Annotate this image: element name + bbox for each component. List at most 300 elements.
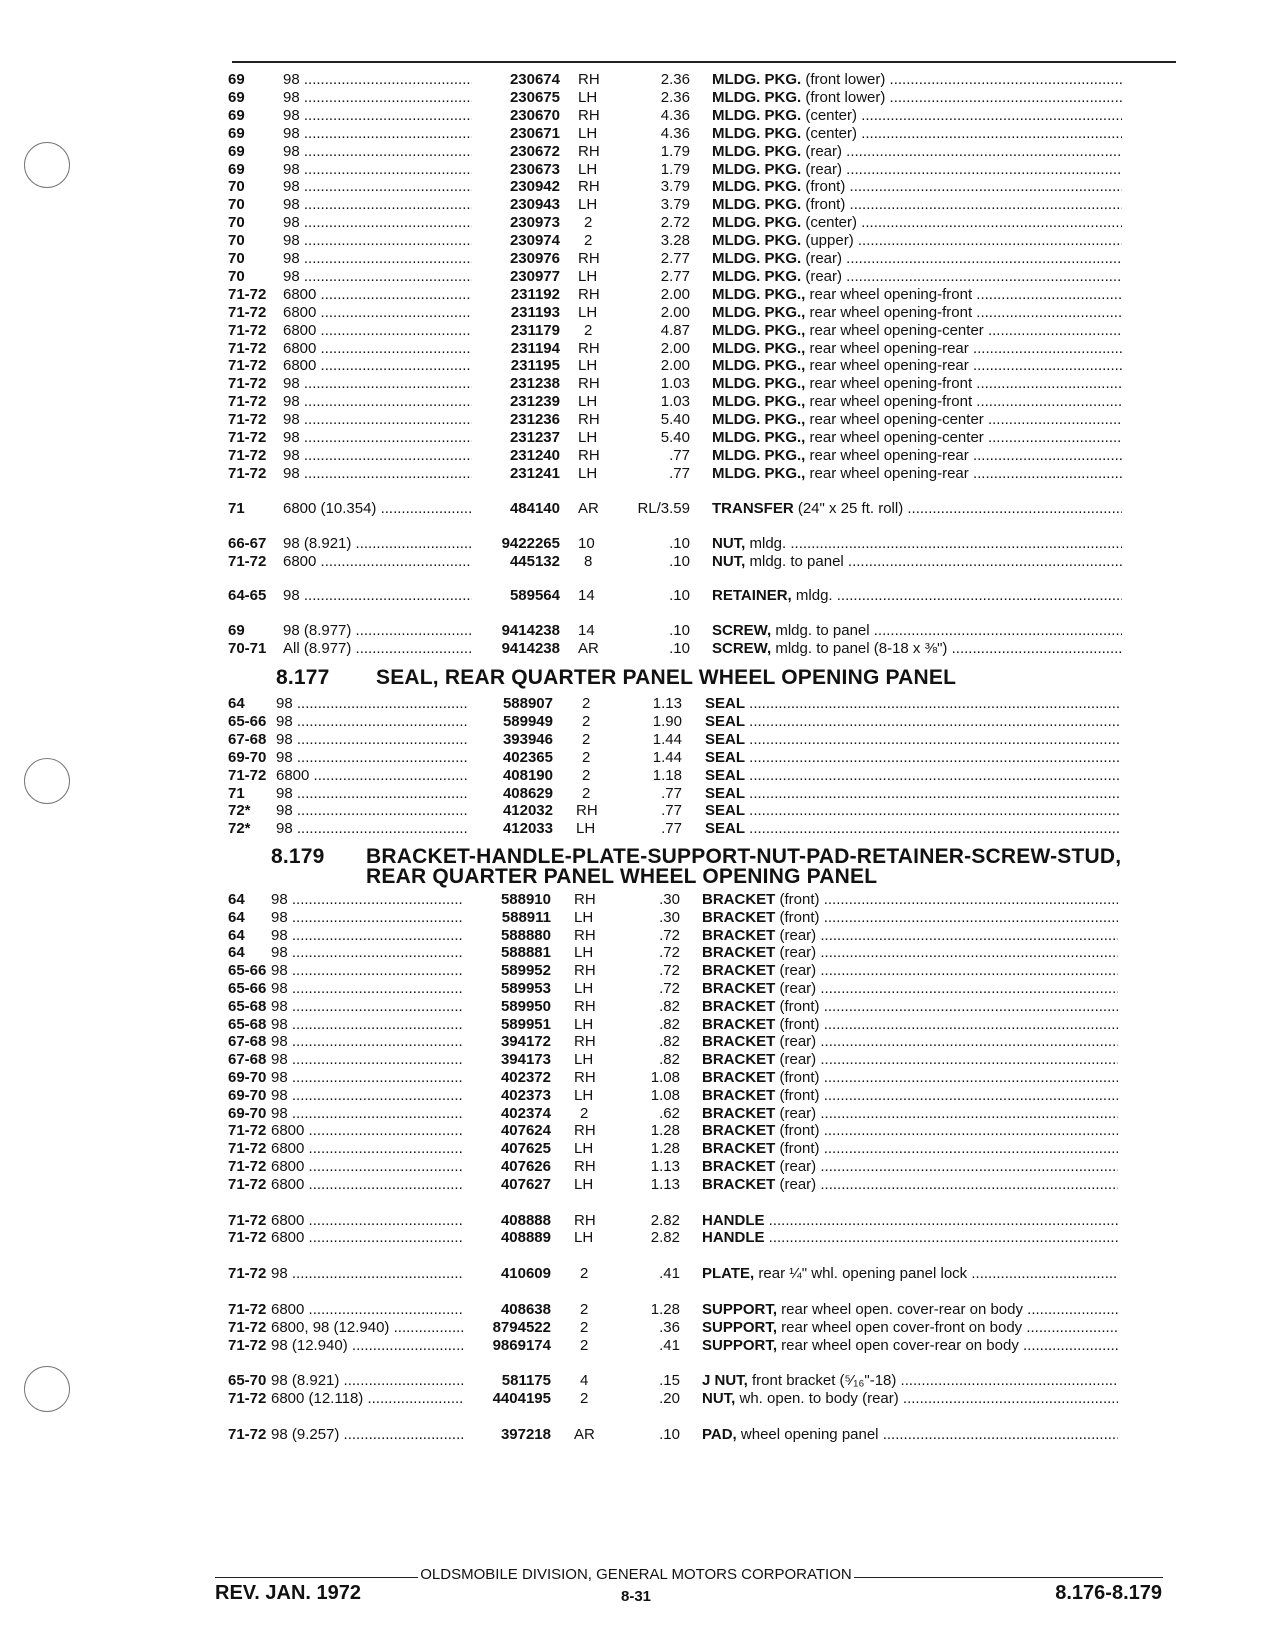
price: 2.77 [660,250,690,267]
table-row [0,819,1272,838]
description [712,374,1122,393]
model-series: 6800 ..... [283,552,472,571]
quantity: RH [576,802,598,820]
section-title-line2: REAR QUARTER PANEL WHEEL OPENING PANEL [366,865,878,888]
model-series: 98 ..... [271,961,464,980]
price: 5.40 [660,429,690,446]
model-year: 69 [228,71,245,88]
model-year: 69 [228,88,245,106]
part-number: 588910 [500,891,551,908]
part-detail: (front) [775,908,820,926]
part-number: 230974 [509,232,560,250]
part-name: MLDG. PKG. [712,267,802,285]
part-name: MLDG. PKG. [712,232,802,250]
model-series: 98 ..... [283,195,472,214]
section-title: BRACKET-HANDLE-PLATE-SUPPORT-NUT-PAD-RETAINER-SCREW-STUD, [366,845,1122,868]
part-number: 231236 [509,411,560,429]
description [702,1086,1118,1105]
model-year: 65-66 [228,712,267,730]
part-number: 230674 [509,71,560,88]
quantity: 4 [580,1372,589,1390]
part-name: MLDG. PKG. [712,196,802,214]
description [702,1032,1118,1051]
model-series: 98 ..... [283,392,472,411]
quantity: 2 [582,784,591,802]
part-name: BRACKET [702,997,776,1015]
description [712,534,1122,553]
quantity: LH [578,464,598,482]
price: .10 [669,534,690,552]
part-number: 412033 [502,820,553,838]
part-name: SEAL [705,802,746,820]
part-number: 589949 [502,712,553,730]
price: 1.18 [652,766,682,784]
part-name: MLDG. PKG. [712,142,802,160]
part-number: 407627 [500,1175,551,1193]
quantity: RH [574,1122,596,1140]
description [702,1211,1118,1230]
model-year: 71-72 [228,339,267,357]
table-row [0,70,1272,89]
part-detail: mldg. [791,587,833,605]
quantity: 2 [582,712,591,730]
table-row [0,908,1272,927]
table-row [0,694,1272,713]
table-row [0,303,1272,322]
model-year: 66-67 [228,534,267,552]
part-number: 230670 [509,106,560,124]
quantity: LH [574,908,594,926]
price: 1.03 [660,375,690,393]
model-series: 98 ..... [271,926,464,945]
model-series: 6800 ..... [271,1175,464,1194]
description [712,586,1122,605]
price: .62 [659,1104,680,1122]
model-year: 71-72 [228,1318,267,1336]
part-detail: rear wheel opening-front [805,303,973,321]
part-name: SUPPORT, [702,1318,778,1336]
part-number: 408638 [500,1301,551,1318]
part-name: SEAL [705,730,746,748]
quantity: RH [574,962,596,980]
price: 1.79 [660,160,690,178]
part-name: NUT, [712,552,746,570]
description [705,730,1120,749]
description [712,231,1122,250]
model-series: 98 ..... [276,748,468,767]
table-row [0,1425,1272,1444]
part-detail: rear wheel opening-center [805,429,984,446]
model-year: 71-72 [228,1175,267,1193]
quantity: 8 [584,552,593,570]
part-name: MLDG. PKG., [712,375,806,393]
table-row [0,231,1272,250]
model-year: 67-68 [228,1033,267,1051]
part-number: 230672 [509,142,560,160]
quantity: 2 [580,1336,589,1354]
table-row [0,1318,1272,1337]
part-name: MLDG. PKG. [712,106,802,124]
part-number: 230977 [509,267,560,285]
model-series: 98 ..... [283,124,472,143]
description [705,784,1120,803]
part-number: 589950 [500,997,551,1015]
quantity: LH [578,124,598,142]
description [705,801,1120,820]
part-name: SEAL [705,695,746,712]
part-number: 408190 [502,766,553,784]
table-row [0,890,1272,909]
quantity: LH [578,303,598,321]
part-number: 9869174 [492,1336,551,1354]
table-row [0,428,1272,447]
model-year: 69-70 [228,1069,267,1086]
quantity: LH [574,1229,594,1247]
quantity: 2 [584,321,593,339]
model-series: 98 ..... [271,997,464,1016]
quantity: 14 [578,622,595,640]
part-number: 588911 [501,908,551,926]
part-number: 589564 [509,587,560,605]
table-row [0,1015,1272,1034]
model-year: 71-72 [228,321,267,339]
table-row [0,1121,1272,1140]
model-series: 6800 ..... [283,321,472,340]
part-name: BRACKET [702,1033,776,1051]
model-year: 71-72 [228,1265,267,1283]
part-number: 402365 [502,748,553,766]
description [702,1425,1118,1444]
part-detail: (center) [801,214,858,232]
model-series: 98 ..... [271,1264,464,1283]
table-row [0,639,1272,658]
part-detail: (front lower) [801,71,886,88]
table-row [0,586,1272,605]
table-row [0,285,1272,304]
part-number: 394173 [500,1051,551,1069]
price: .77 [661,802,682,820]
description [712,464,1122,483]
part-number: 230673 [509,160,560,178]
part-name: NUT, [702,1390,736,1408]
description [712,321,1122,340]
description [702,1104,1118,1123]
price: .72 [659,962,680,980]
model-year: 69-70 [228,748,267,766]
part-name: MLDG. PKG., [712,339,806,357]
price: .72 [659,944,680,962]
description [712,70,1122,89]
table-row [0,1175,1272,1194]
description [702,1157,1118,1176]
description [705,766,1120,785]
part-detail: rear wheel opening-center [805,411,984,429]
part-detail: (24" x 25 ft. roll) [793,499,904,517]
model-year: 65-66 [228,962,267,980]
description [702,1015,1118,1034]
price: .82 [659,1051,680,1069]
part-number: 588881 [500,944,551,962]
model-year: 69-70 [228,1086,267,1104]
table-row [0,748,1272,767]
quantity: RH [578,71,600,88]
part-number: 402373 [500,1086,551,1104]
description [702,961,1118,980]
part-detail: (rear) [775,1051,817,1069]
part-detail: (front) [801,178,846,196]
description [702,1121,1118,1140]
quantity: RH [578,142,600,160]
model-series: 6800 (12.118) ..... [271,1389,464,1408]
part-name: MLDG. PKG., [712,303,806,321]
part-detail: rear wheel opening-front [805,375,973,393]
part-detail: mldg. [745,534,787,552]
quantity: 2 [580,1265,589,1283]
table-row [0,926,1272,945]
model-series: 98 ..... [283,70,472,89]
description [702,1336,1118,1355]
price: 2.82 [650,1229,680,1247]
part-detail: (rear) [775,1033,817,1051]
part-number: 231239 [509,393,560,411]
quantity: LH [574,1175,594,1193]
table-row [0,374,1272,393]
section-heading [271,845,1180,889]
model-series: 98 ..... [283,249,472,268]
part-detail: rear wheel opening-rear [805,464,969,482]
part-detail: mldg. to panel [771,622,870,640]
description [702,1050,1118,1069]
price: 1.13 [652,695,682,712]
model-series: 98 ..... [283,410,472,429]
price: 2.36 [660,88,690,106]
description [702,1300,1118,1319]
part-detail: (rear) [775,962,817,980]
model-year: 69 [228,124,245,142]
part-name: HANDLE [702,1229,765,1247]
price: 1.03 [660,393,690,411]
part-detail: (front lower) [801,88,886,106]
model-series: 6800 ..... [271,1121,464,1140]
model-series: 98 ..... [283,586,472,605]
model-year: 71-72 [228,1140,267,1158]
part-number: 230976 [509,250,560,267]
model-year: 64-65 [228,587,267,605]
quantity: 2 [582,748,591,766]
part-number: 407624 [500,1122,551,1140]
table-row [0,1104,1272,1123]
description [712,106,1122,125]
description [712,621,1122,640]
model-series: 6800 ..... [271,1211,464,1230]
model-series: All (8.977) ..... [283,639,472,658]
part-name: BRACKET [702,1086,776,1104]
part-number: 484140 [509,499,560,517]
part-detail: rear wheel opening-rear [805,339,969,357]
model-year: 70 [228,178,245,196]
price: 3.79 [660,178,690,196]
quantity: 10 [578,534,595,552]
table-row [0,1032,1272,1051]
table-row [0,464,1272,483]
table-row [0,621,1272,640]
model-year: 71-72 [228,1336,267,1354]
description [712,160,1122,179]
description [702,943,1118,962]
quantity: LH [578,429,598,446]
description [712,356,1122,375]
model-series: 98 ..... [276,819,468,838]
part-name: MLDG. PKG. [712,71,802,88]
model-year: 65-68 [228,997,267,1015]
model-series: 98 ..... [283,267,472,286]
part-detail: (front) [775,1122,820,1140]
part-detail: mldg. to panel [745,552,844,570]
price: 1.08 [650,1086,680,1104]
price: 2.00 [660,339,690,357]
quantity: AR [574,1426,595,1443]
part-name: SUPPORT, [702,1301,778,1318]
model-year: 71-72 [228,766,267,784]
description [702,1139,1118,1158]
price: 1.28 [650,1301,680,1318]
model-series: 6800 ..... [283,339,472,358]
price: .72 [659,980,680,997]
quantity: 14 [578,587,595,605]
part-detail: (front) [775,1140,820,1158]
part-detail: (front) [775,997,820,1015]
table-row [0,997,1272,1016]
section-title: SEAL, REAR QUARTER PANEL WHEEL OPENING PANEL [376,666,957,689]
quantity: LH [578,196,598,214]
part-detail: (front) [775,1069,820,1086]
model-series: 98 ..... [271,1032,464,1051]
description [712,339,1122,358]
part-detail: (rear) [801,267,843,285]
part-detail: (center) [801,124,858,142]
part-name: MLDG. PKG., [712,464,806,482]
part-name: HANDLE [702,1211,765,1229]
description [712,303,1122,322]
part-number: 589953 [500,980,551,997]
part-name: SEAL [705,784,746,802]
description [712,195,1122,214]
price: .36 [659,1318,680,1336]
model-series: 98 ..... [271,1104,464,1123]
part-number: 588907 [502,695,553,712]
description [712,88,1122,107]
part-detail: (rear) [775,1158,817,1175]
part-number: 231194 [510,339,560,357]
part-name: J NUT, [702,1372,748,1390]
description [702,1228,1118,1247]
model-series: 98 ..... [283,464,472,483]
model-year: 71-72 [228,357,267,375]
part-detail: wheel opening panel [736,1426,879,1443]
quantity: LH [578,393,598,411]
part-detail: front bracket (⁵⁄₁₆"-18) [747,1372,897,1390]
price: 1.90 [652,712,682,730]
model-year: 69 [228,142,245,160]
price: 1.44 [652,748,682,766]
part-number: 412032 [502,802,553,820]
revision-date: REV. JAN. 1972 [215,1582,362,1604]
table-row [0,356,1272,375]
quantity: LH [578,88,598,106]
model-series: 6800 (10.354) ..... [283,499,472,518]
description [702,1068,1118,1087]
model-year: 71-72 [228,375,267,393]
price: .10 [669,622,690,640]
part-number: 581175 [501,1372,551,1390]
part-detail: (upper) [801,232,854,250]
price: RL/3.59 [637,499,690,517]
price: 2.00 [660,285,690,303]
model-year: 71-72 [228,552,267,570]
part-number: 9422265 [501,534,560,552]
model-year: 71-72 [228,446,267,464]
model-series: 98 ..... [276,801,468,820]
model-series: 6800 ..... [271,1139,464,1158]
table-row [0,249,1272,268]
model-series: 98 ..... [283,160,472,179]
part-detail: (rear) [775,944,817,962]
quantity: 2 [580,1104,589,1122]
part-name: BRACKET [702,1158,776,1175]
part-detail: rear ¼" whl. opening panel lock [754,1265,968,1283]
part-number: 589952 [500,962,551,980]
part-number: 231240 [509,446,560,464]
quantity: LH [574,980,594,997]
part-detail: (rear) [801,250,843,267]
model-series: 6800 ..... [283,285,472,304]
part-number: 407626 [500,1158,551,1175]
description [712,285,1122,304]
part-number: 445132 [509,552,560,570]
table-row [0,1228,1272,1247]
part-number: 231179 [510,321,560,339]
quantity: RH [578,446,600,464]
model-year: 70 [228,267,245,285]
part-number: 231193 [510,303,560,321]
table-row [0,88,1272,107]
quantity: RH [578,178,600,196]
quantity: RH [578,106,600,124]
part-name: RETAINER, [712,587,792,605]
price: 1.28 [650,1122,680,1140]
model-series: 98 ..... [283,446,472,465]
part-detail: (rear) [775,926,817,944]
description [702,908,1118,927]
part-name: MLDG. PKG., [712,446,806,464]
part-detail: (rear) [775,980,817,997]
model-year: 64 [228,944,245,962]
quantity: LH [574,1051,594,1069]
part-name: SUPPORT, [702,1336,778,1354]
part-detail: rear wheel opening-center [805,321,984,339]
price: .82 [659,1015,680,1033]
table-row [0,1371,1272,1390]
footer-corporation: OLDSMOBILE DIVISION, GENERAL MOTORS CORPORATION [420,1566,852,1583]
price: .30 [659,891,680,908]
quantity: RH [574,1033,596,1051]
description [712,639,1122,658]
model-year: 71-72 [228,411,267,429]
table-row [0,392,1272,411]
part-detail: rear wheel opening-rear [805,446,969,464]
table-row [0,712,1272,731]
model-year: 71-72 [228,464,267,482]
